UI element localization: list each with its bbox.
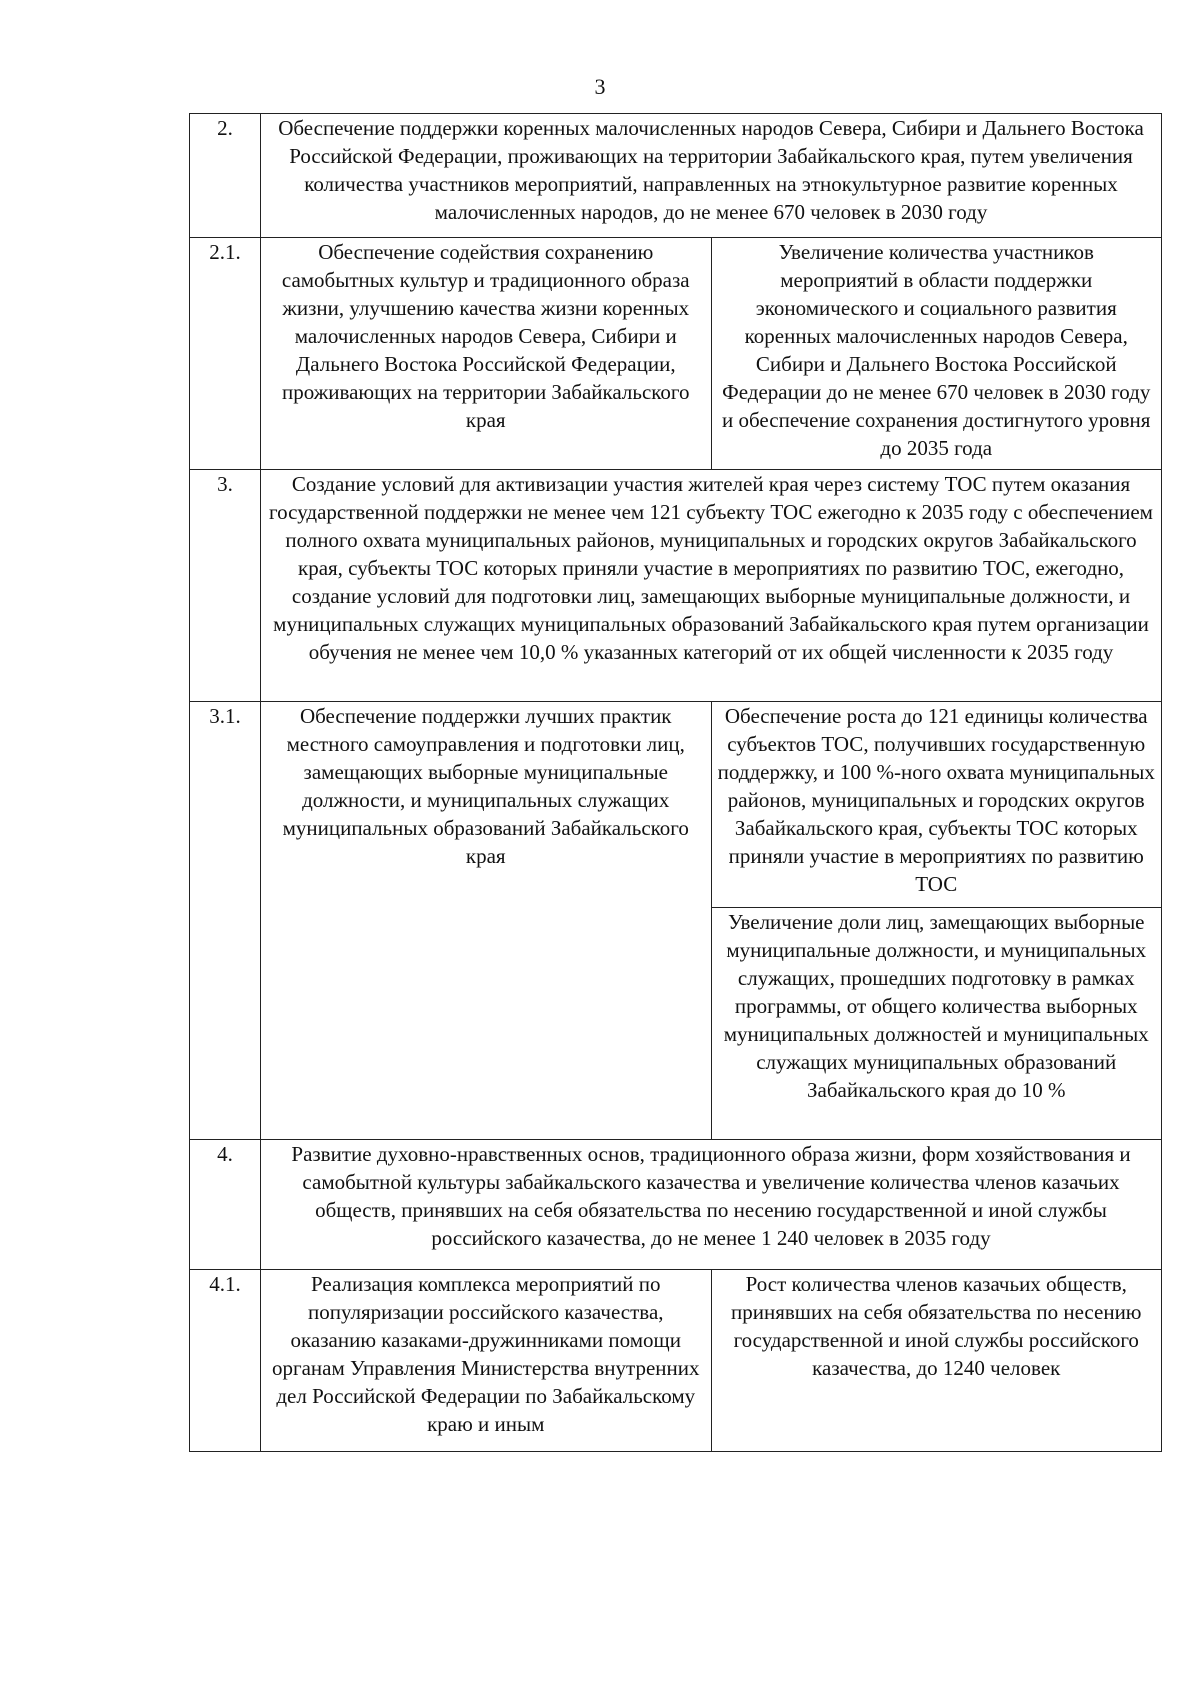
indicator-text: Увеличение количества участников мероприятий в области поддержки экономического и социального развития коренных малочисленных народов Севера, Сибири и Дальнего Востока Российской Федерации до не менее 670 человек в 2030 году и обеспечение сохранения достигнутого уровня до 2035 года xyxy=(711,238,1162,470)
task-text: Реализация комплекса мероприятий по популяризации российского казачества, оказанию казаками-дружинниками помощи органам Управления Министерства внутренних дел Российской Федерации по Забайкальскому краю и иным xyxy=(261,1270,712,1452)
task-row-4-1 xyxy=(190,1270,1162,1452)
row-number: 3.1. xyxy=(190,702,261,1140)
goal-row-3 xyxy=(190,470,1162,702)
goal-text: Создание условий для активизации участия жителей края через систему ТОС путем оказания государственной поддержки не менее чем 121 субъекту ТОС ежегодно к 2035 году с обеспечением полного охвата муниципальных районов, муниципальных и городских округов Забайкальского края, субъекты ТОС которых приняли участие в мероприятиях по развитию ТОС, ежегодно, создание условий для подготовки лиц, замещающих выборные муниципальные должности, и муниципальных служащих муниципальных образований Забайкальского края путем организации обучения не менее чем 10,0 % указанных категорий от их общей численности к 2035 году xyxy=(261,470,1162,702)
goal-text: Обеспечение поддержки коренных малочисленных народов Севера, Сибири и Дальнего Востока Российской Федерации, проживающих на территории Забайкальского края, путем увеличения количества участников мероприятий, направленных на этнокультурное развитие коренных малочисленных народов, до не менее 670 человек в 2030 году xyxy=(261,114,1162,238)
row-number: 2.1. xyxy=(190,238,261,470)
indicator-text: Увеличение доли лиц, замещающих выборные муниципальные должности, и муниципальных служащих, прошедших подготовку в рамках программы, от общего количества выборных муниципальных должностей и муниципальных служащих муниципальных образований Забайкальского края до 10 % xyxy=(711,908,1162,1140)
goal-row-2 xyxy=(190,114,1162,238)
goal-text: Развитие духовно-нравственных основ, традиционного образа жизни, форм хозяйствования и самобытной культуры забайкальского казачества и увеличение количества членов казачьих обществ, принявших на себя обязательства по несению государственной и иной службы российского казачества, до не менее 1 240 человек в 2035 году xyxy=(261,1140,1162,1270)
row-number: 4. xyxy=(190,1140,261,1270)
indicator-text: Рост количества членов казачьих обществ, принявших на себя обязательства по несению государственной и иной службы российского казачества, до 1240 человек xyxy=(711,1270,1162,1452)
task-text: Обеспечение содействия сохранению самобытных культур и традиционного образа жизни, улучшению качества жизни коренных малочисленных народов Севера, Сибири и Дальнего Востока Российской Федерации, проживающих на территории Забайкальского края xyxy=(261,238,712,470)
row-number: 3. xyxy=(190,470,261,702)
goals-table xyxy=(189,113,1162,1452)
task-text: Обеспечение поддержки лучших практик местного самоуправления и подготовки лиц, замещающих выборные муниципальные должности, и муниципальных служащих муниципальных образований Забайкальского края xyxy=(261,702,712,1140)
task-row-3-1 xyxy=(190,702,1162,908)
goal-row-4 xyxy=(190,1140,1162,1270)
task-row-2-1 xyxy=(190,238,1162,470)
page-number: 3 xyxy=(594,74,606,99)
row-number: 4.1. xyxy=(190,1270,261,1452)
indicator-text: Обеспечение роста до 121 единицы количества субъектов ТОС, получивших государственную поддержку, и 100 %-ного охвата муниципальных районов, муниципальных и городских округов Забайкальского края, субъекты ТОС которых приняли участие в мероприятиях по развитию ТОС xyxy=(711,702,1162,908)
row-number: 2. xyxy=(190,114,261,238)
